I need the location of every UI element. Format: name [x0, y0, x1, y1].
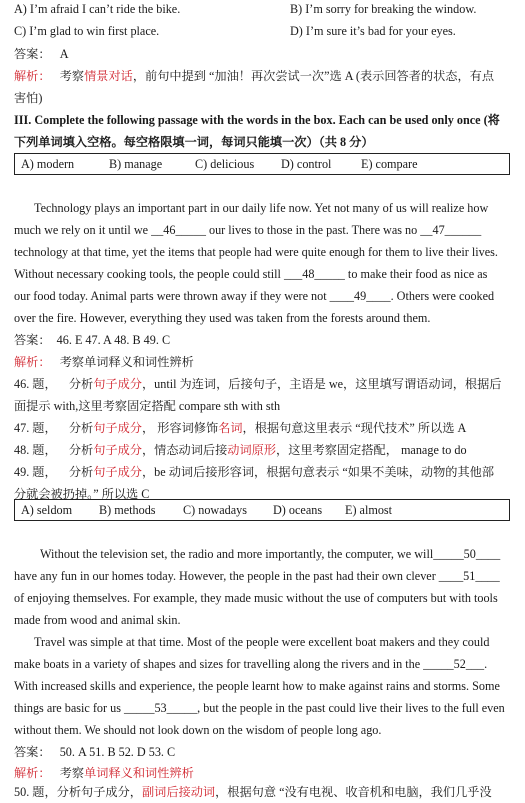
analysis-highlight: 单词释义和词性辨析 [84, 766, 194, 780]
note-highlight: 句子成分 [93, 421, 142, 435]
note-number: 46. 题， [14, 377, 57, 391]
note-highlight: 名词 [218, 421, 243, 435]
answer-2 [14, 329, 170, 351]
passage-3-line: Travel was simple at that time. Most of the people were excellent boat makers and they could [34, 635, 490, 649]
note-text: ，根据句意这里表示 “现代技术” 所以选 A [242, 421, 467, 435]
passage-3-line: make boats in a variety of shapes and sizes for travelling along the rivers and in the _____52___. [14, 657, 488, 671]
passage-1-line: over the fire. However, everything they used was taken from the forests around them. [14, 311, 431, 325]
passage-2-line: of enjoying themselves. For example, they made music without the use of computers but with tools [14, 591, 498, 605]
note-number: 50. 题， [14, 785, 57, 799]
note-text: 分析 [68, 465, 94, 479]
note-highlight: 句子成分 [93, 443, 142, 457]
option-d: D) I’m sure it’s bad for your eyes. [290, 24, 456, 38]
passage-2-line: made from wood and animal skin. [14, 613, 181, 627]
answer-label: 答案： [14, 745, 51, 759]
word-box-option: B) methods [99, 503, 156, 517]
word-box-option: A) seldom [21, 503, 73, 517]
analysis-1 [14, 65, 494, 87]
option-b: B) I’m sorry for breaking the window. [290, 2, 477, 16]
passage-3-line: things are basic for us _____53_____, but the people in the past could live their lives to the full even [14, 701, 505, 715]
analysis-text-pre: 考察 [59, 766, 85, 780]
note-text: 分析 [68, 421, 94, 435]
analysis-label: 解析： [14, 355, 51, 369]
note-highlight: 句子成分 [93, 465, 142, 479]
passage-2-line: Without the television set, the radio and more importantly, the computer, we will_____50____ [40, 547, 501, 561]
analysis-highlight: 情景对话 [84, 69, 133, 83]
note-text: ，be 动词后接形容词，根据句意表示 “如果不美味，动物的其他部 [141, 465, 495, 479]
option-c: C) I’m glad to win first place. [14, 24, 160, 38]
passage-1-line: technology at that time, yet the items that people had were quite enough for them to live their lives. [14, 245, 498, 259]
note-text: ，until 为连词，后接句子，主语是 we，这里填写谓语动词，根据后 [141, 377, 502, 391]
word-box-1 [14, 153, 510, 175]
analysis-2 [14, 351, 194, 373]
note-text: ，根据句意 “没有电视、收音机和电脑，我们几乎没 [215, 785, 492, 799]
note-47 [14, 417, 466, 439]
analysis-1-line2: 害怕) [14, 91, 43, 105]
answer-label: 答案： [14, 47, 51, 61]
note-46 [14, 373, 502, 395]
note-49-line2: 分就会被扔掉。” 所以选 C [14, 487, 150, 501]
passage-2-line: have any fun in our homes today. However, the people in the past had their own clever ____51____ [14, 569, 500, 583]
answer-1 [14, 43, 69, 65]
answer-label: 答案： [14, 333, 51, 347]
word-box-option: C) nowadays [183, 503, 247, 517]
note-highlight: 副词后接动词 [141, 785, 216, 799]
note-text: 分析 [68, 377, 94, 391]
passage-1-line: Technology plays an important part in our daily life now. Yet not many of us will realize how [34, 201, 489, 215]
option-a: A) I’m afraid I can’t ride the bike. [14, 2, 181, 16]
analysis-text-post: ，前句中提到 “加油！再次尝试一次”选 A (表示回答者的状态，有点 [132, 69, 495, 83]
note-48 [14, 439, 467, 461]
word-box-option: E) almost [345, 503, 393, 517]
passage-1-line: much we rely on it until we __46_____ our lives to those in the past. There was no __47______ [14, 223, 482, 237]
answer-3 [14, 741, 175, 763]
note-number: 48. 题， [14, 443, 57, 457]
word-box-option: D) control [281, 157, 332, 171]
note-50 [14, 781, 492, 803]
analysis-text: 考察单词释义和词性辨析 [59, 355, 194, 369]
word-box-2 [14, 499, 510, 521]
word-box-option: A) modern [21, 157, 75, 171]
section-heading-line1: III. Complete the following passage with the words in the box. Each can be used only once (将 [14, 113, 500, 127]
note-text: ，这里考察固定搭配， manage to do [276, 443, 467, 457]
word-box-option: C) delicious [195, 157, 255, 171]
note-highlight: 动词原形 [227, 443, 277, 457]
section-heading-line2: 下列单词填入空格。每空格限填一词，每词只能填一次）（共 8 分） [14, 135, 374, 149]
note-text: 分析 [68, 443, 94, 457]
analysis-label: 解析： [14, 766, 51, 780]
note-49 [14, 461, 494, 483]
word-box-option: E) compare [361, 157, 418, 171]
passage-1-line: Without necessary cooking tools, the people could still ___48_____ to make their food as nice as [14, 267, 488, 281]
note-text: ， 形容词修饰 [141, 421, 219, 435]
analysis-label: 解析： [14, 69, 51, 83]
note-highlight: 句子成分 [93, 377, 142, 391]
passage-3-line: without them. We should not look down on the wisdom of people long ago. [14, 723, 382, 737]
passage-3-line: With increased skills and experience, the people learnt how to make against rains and storms. Some [14, 679, 500, 693]
analysis-text-pre: 考察 [59, 69, 85, 83]
note-number: 49. 题， [14, 465, 57, 479]
passage-1-line: our food today. Animal parts were thrown away if they were not ____49____. Others were cooked [14, 289, 495, 303]
answer-value: 50. A 51. B 52. D 53. C [59, 745, 176, 759]
note-text: 分析句子成分， [56, 785, 142, 799]
note-number: 47. 题， [14, 421, 57, 435]
word-box-option: B) manage [109, 157, 163, 171]
answer-value: A [59, 47, 69, 61]
note-46-line2: 面提示 with,这里考察固定搭配 compare sth with sth [14, 399, 281, 413]
answer-value: 46. E 47. A 48. B 49. C [56, 333, 171, 347]
word-box-option: D) oceans [273, 503, 323, 517]
note-text: ，情态动词后接 [141, 443, 228, 457]
